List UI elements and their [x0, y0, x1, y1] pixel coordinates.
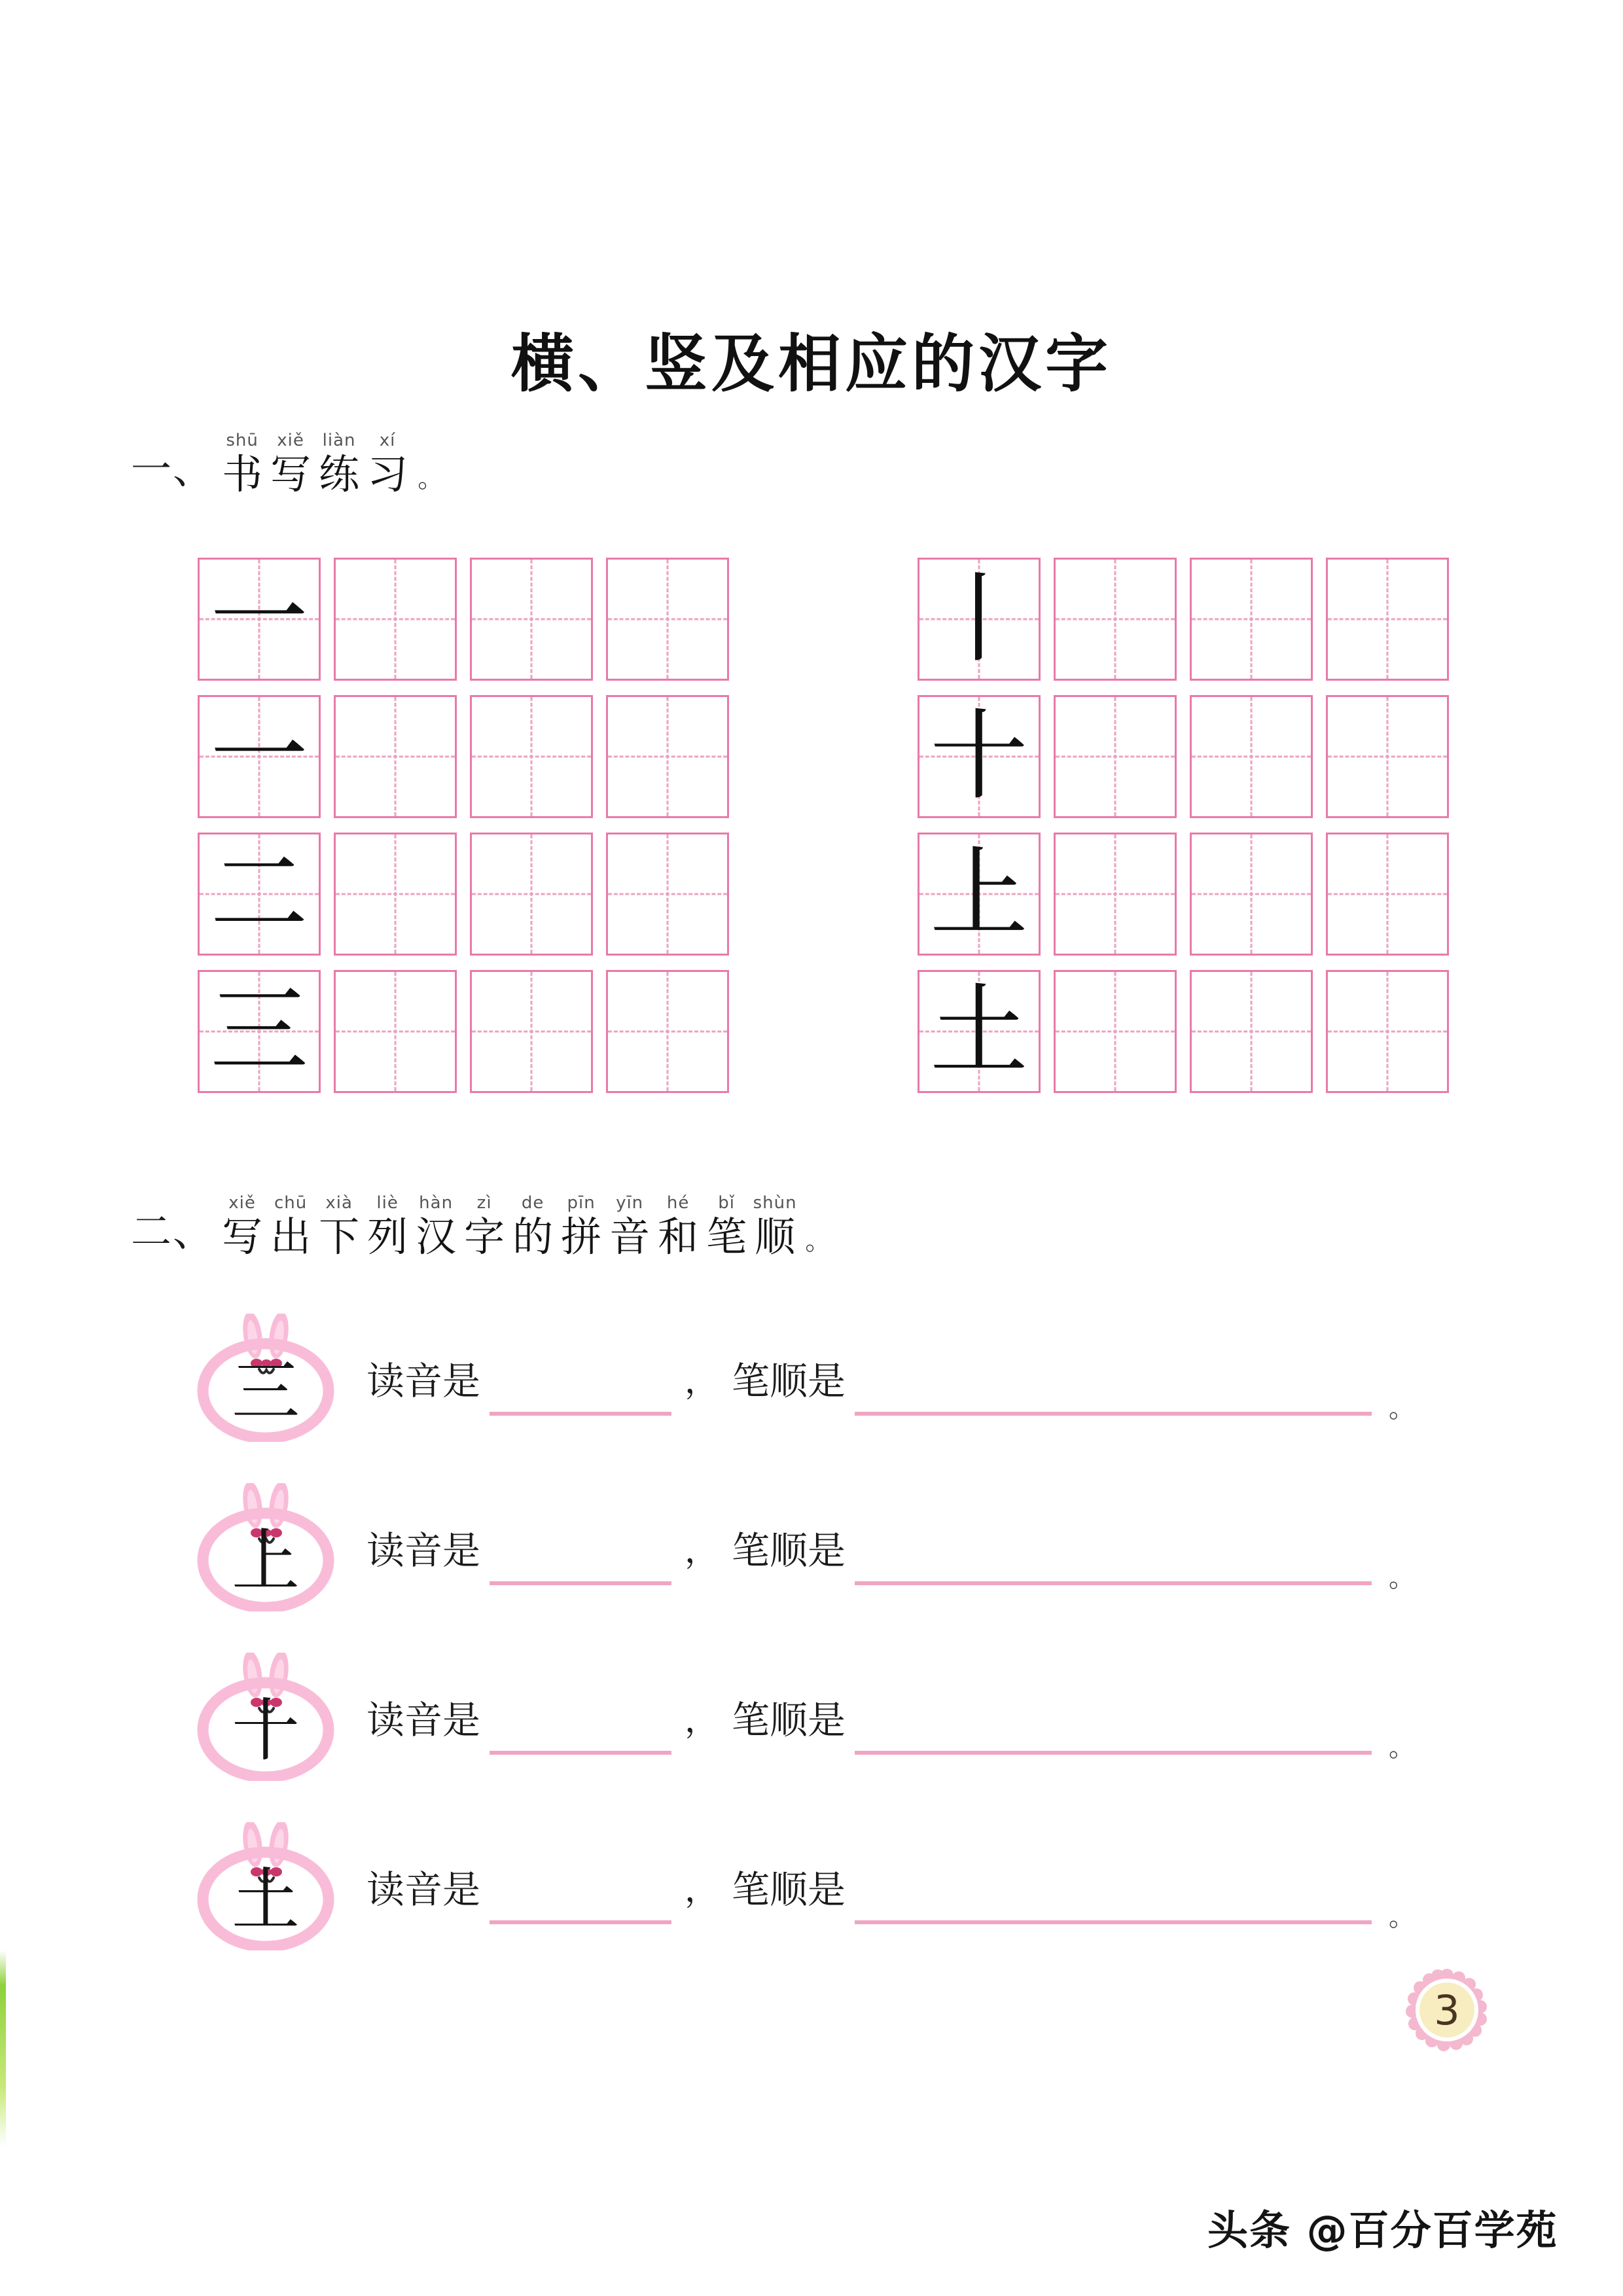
- practice-grid-row: [918, 695, 1449, 818]
- practice-character: 土: [929, 975, 1028, 1088]
- ruby-cell: [218, 1193, 266, 1261]
- tianzi-cell-blank[interactable]: [606, 970, 729, 1093]
- bunny-character-badge: [196, 1822, 335, 1950]
- tianzi-cell-blank[interactable]: [470, 558, 593, 681]
- tianzi-cell-blank[interactable]: [1326, 833, 1449, 956]
- tianzi-cell-blank[interactable]: [1190, 833, 1313, 956]
- answer-row: [196, 1821, 1415, 1952]
- tianzi-cell-blank[interactable]: [334, 833, 457, 956]
- ruby-cell: [605, 1193, 654, 1261]
- practice-character: 二: [209, 837, 308, 951]
- section-2-heading: [131, 1193, 832, 1261]
- tianzi-cell-blank[interactable]: [1326, 695, 1449, 818]
- practice-grid-row: [918, 558, 1449, 681]
- ruby-cell: [315, 1193, 363, 1261]
- answer-comma: ，: [685, 1361, 719, 1401]
- practice-character: 上: [929, 837, 1028, 951]
- practice-grid-row: [198, 833, 729, 956]
- practice-character: 三: [209, 975, 308, 1088]
- stroke-order-answer-blank[interactable]: [855, 1412, 1372, 1416]
- pronunciation-label: 读音是: [366, 1359, 481, 1403]
- stroke-order-answer-blank[interactable]: [855, 1581, 1372, 1585]
- section-2-ruby-group: [218, 1193, 799, 1261]
- tianzi-cell-model[interactable]: [198, 695, 321, 818]
- answer-period: 。: [1389, 1732, 1416, 1763]
- stroke-order-label: 笔顺是: [732, 1359, 846, 1403]
- ruby-cell: [315, 431, 363, 498]
- page-number-value: 3: [1434, 1986, 1460, 2034]
- tianzi-cell-model[interactable]: [918, 833, 1041, 956]
- pinyin-text: chū: [274, 1193, 308, 1213]
- tianzi-cell-blank[interactable]: [606, 558, 729, 681]
- heading-character: 下: [319, 1213, 360, 1261]
- tianzi-cell-blank[interactable]: [470, 833, 593, 956]
- practice-grid-row: [918, 970, 1449, 1093]
- answer-comma: ，: [685, 1700, 719, 1740]
- heading-character: 音: [609, 1213, 651, 1261]
- heading-character: 的: [512, 1213, 554, 1261]
- heading-character: 书: [222, 450, 263, 498]
- tianzi-cell-model[interactable]: [198, 558, 321, 681]
- practice-character: 一: [209, 700, 308, 814]
- bunny-character: 三: [231, 1352, 300, 1431]
- heading-character: 写: [270, 450, 312, 498]
- tianzi-cell-blank[interactable]: [334, 695, 457, 818]
- ruby-cell: [557, 1193, 605, 1261]
- pronunciation-label: 读音是: [366, 1698, 481, 1742]
- practice-grid-row: [198, 970, 729, 1093]
- answer-row: [196, 1482, 1415, 1613]
- ruby-cell: [266, 1193, 315, 1261]
- tianzi-cell-model[interactable]: [198, 833, 321, 956]
- practice-character: 一: [209, 562, 308, 676]
- tianzi-cell-blank[interactable]: [1054, 970, 1177, 1093]
- tianzi-cell-blank[interactable]: [334, 970, 457, 1093]
- bunny-character-badge: [196, 1314, 335, 1442]
- ruby-cell: [266, 431, 315, 498]
- pronunciation-answer-blank[interactable]: [490, 1581, 671, 1585]
- pinyin-text: xiě: [277, 431, 304, 450]
- tianzi-cell-blank[interactable]: [1054, 695, 1177, 818]
- stroke-order-label: 笔顺是: [732, 1528, 846, 1573]
- tianzi-cell-blank[interactable]: [470, 695, 593, 818]
- section-2-period: 。: [805, 1226, 832, 1256]
- pinyin-text: de: [521, 1193, 544, 1213]
- tianzi-cell-model[interactable]: [198, 970, 321, 1093]
- pronunciation-answer-blank[interactable]: [490, 1412, 671, 1416]
- answer-period: 。: [1389, 1393, 1416, 1424]
- heading-character: 习: [367, 450, 408, 498]
- pinyin-text: xià: [325, 1193, 353, 1213]
- tianzi-cell-blank[interactable]: [1054, 833, 1177, 956]
- tianzi-cell-blank[interactable]: [1190, 695, 1313, 818]
- answer-row: [196, 1312, 1415, 1443]
- tianzi-cell-blank[interactable]: [470, 970, 593, 1093]
- ruby-cell: [218, 431, 266, 498]
- stroke-order-label: 笔顺是: [732, 1867, 846, 1912]
- tianzi-cell-blank[interactable]: [606, 695, 729, 818]
- ruby-cell: [702, 1193, 751, 1261]
- tianzi-cell-blank[interactable]: [1190, 558, 1313, 681]
- stroke-order-answer-blank[interactable]: [855, 1751, 1372, 1755]
- tianzi-cell-blank[interactable]: [606, 833, 729, 956]
- bunny-character: 上: [231, 1521, 300, 1601]
- ruby-cell: [363, 431, 412, 498]
- pinyin-text: shùn: [753, 1193, 797, 1213]
- section-1-heading: [131, 431, 444, 498]
- practice-grid-left-column: [198, 558, 729, 1107]
- pinyin-text: liè: [376, 1193, 399, 1213]
- section-1-ruby-group: [218, 431, 412, 498]
- heading-character: 写: [222, 1213, 263, 1261]
- tianzi-cell-blank[interactable]: [1054, 558, 1177, 681]
- stroke-order-answer-blank[interactable]: [855, 1920, 1372, 1924]
- answer-comma: ，: [685, 1870, 719, 1910]
- section-2-number: 二、: [131, 1208, 215, 1255]
- pinyin-text: bǐ: [718, 1193, 735, 1213]
- stroke-order-label: 笔顺是: [732, 1698, 846, 1742]
- pinyin-text: hé: [666, 1193, 690, 1213]
- bunny-character-badge: [196, 1483, 335, 1611]
- heading-character: 汉: [416, 1213, 457, 1261]
- watermark-text: 头条 @百分百学苑: [1207, 2206, 1558, 2254]
- tianzi-cell-blank[interactable]: [1326, 970, 1449, 1093]
- pinyin-text: xí: [379, 431, 396, 450]
- pronunciation-label: 读音是: [366, 1867, 481, 1912]
- answer-period: 。: [1389, 1563, 1416, 1593]
- heading-character: 笔: [706, 1213, 747, 1261]
- pinyin-text: xiě: [228, 1193, 256, 1213]
- ruby-cell: [751, 1193, 799, 1261]
- page-title: 横、竖及相应的汉字: [511, 327, 1112, 401]
- pinyin-text: pīn: [567, 1193, 596, 1213]
- practice-grid-right-column: [918, 558, 1449, 1107]
- binding-edge-stripe: [0, 1950, 6, 2147]
- heading-character: 拼: [561, 1213, 602, 1261]
- answer-period: 。: [1389, 1902, 1416, 1932]
- pinyin-text: shū: [226, 431, 259, 450]
- practice-character: 十: [929, 700, 1028, 814]
- heading-character: 和: [658, 1213, 699, 1261]
- pronunciation-answer-blank[interactable]: [490, 1751, 671, 1755]
- tianzi-cell-model[interactable]: [918, 970, 1041, 1093]
- pronunciation-answer-blank[interactable]: [490, 1920, 671, 1924]
- tianzi-cell-blank[interactable]: [1326, 558, 1449, 681]
- heading-character: 顺: [755, 1213, 796, 1261]
- answer-comma: ，: [685, 1531, 719, 1571]
- section-1-period: 。: [418, 463, 444, 493]
- section-1-number: 一、: [131, 445, 215, 493]
- practice-character: 丨: [929, 562, 1028, 676]
- practice-grid-row: [198, 695, 729, 818]
- ruby-cell: [508, 1193, 557, 1261]
- bunny-character-badge: [196, 1653, 335, 1781]
- ruby-cell: [412, 1193, 460, 1261]
- bunny-character: 十: [231, 1691, 300, 1770]
- ruby-cell: [654, 1193, 702, 1261]
- pinyin-text: hàn: [419, 1193, 454, 1213]
- practice-grid-row: [918, 833, 1449, 956]
- practice-grid-row: [198, 558, 729, 681]
- heading-character: 出: [270, 1213, 312, 1261]
- tianzi-cell-blank[interactable]: [1190, 970, 1313, 1093]
- page-number-badge: [1406, 1969, 1488, 2051]
- pinyin-text: yīn: [616, 1193, 644, 1213]
- heading-character: 字: [464, 1213, 505, 1261]
- pinyin-text: liàn: [322, 431, 356, 450]
- ruby-cell: [363, 1193, 412, 1261]
- tianzi-cell-model[interactable]: [918, 695, 1041, 818]
- ruby-cell: [460, 1193, 508, 1261]
- heading-character: 练: [319, 450, 360, 498]
- answer-row: [196, 1651, 1415, 1782]
- tianzi-cell-blank[interactable]: [334, 558, 457, 681]
- tianzi-cell-model[interactable]: [918, 558, 1041, 681]
- pronunciation-label: 读音是: [366, 1528, 481, 1573]
- bunny-character: 土: [231, 1860, 300, 1940]
- pinyin-text: zì: [476, 1193, 492, 1213]
- heading-character: 列: [367, 1213, 408, 1261]
